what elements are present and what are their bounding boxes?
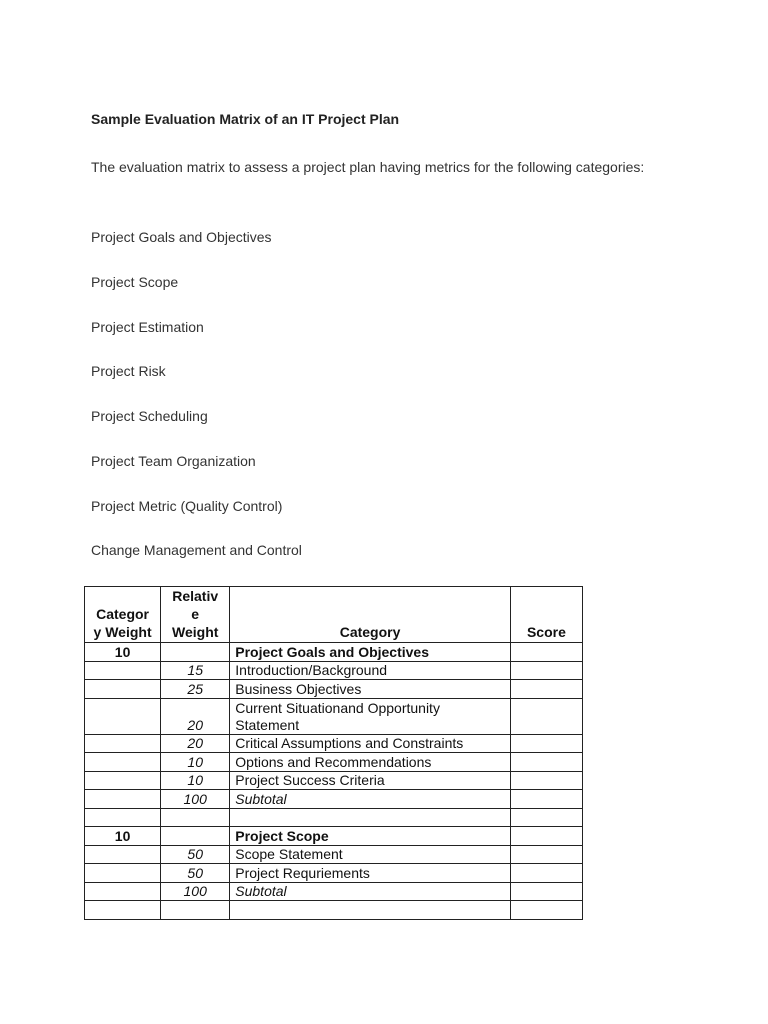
category-item: Project Risk [91, 363, 166, 380]
category-weight-cell [85, 790, 161, 809]
category-weight-cell [85, 661, 161, 680]
relative-weight-cell: 20 [161, 698, 230, 734]
score-cell [510, 827, 582, 846]
relative-weight-cell [161, 808, 230, 827]
category-cell: Critical Assumptions and Constraints [230, 734, 511, 753]
relative-weight-cell: 100 [161, 790, 230, 809]
relative-weight-cell: 50 [161, 845, 230, 864]
category-weight-cell [85, 771, 161, 790]
category-item: Project Estimation [91, 318, 204, 335]
score-cell [510, 661, 582, 680]
relative-weight-cell: 50 [161, 864, 230, 883]
category-cell: Options and Recommendations [230, 753, 511, 772]
subtotal-cell: Subtotal [230, 790, 511, 809]
table-row [85, 882, 583, 901]
table-row [85, 864, 583, 883]
table-row [85, 827, 583, 846]
category-weight-cell: 10 [85, 827, 161, 846]
score-header: Score [510, 587, 582, 643]
relative-weight-cell [161, 643, 230, 662]
category-item: Project Goals and Objectives [91, 229, 272, 245]
table-row [85, 698, 583, 734]
table-row [85, 661, 583, 680]
category-item: Project Team Organization [91, 452, 256, 469]
category-weight-cell [85, 734, 161, 753]
score-cell [510, 771, 582, 790]
category-weight-cell [85, 680, 161, 699]
category-item: Project Scope [91, 273, 179, 290]
category-cell: Business Objectives [230, 680, 511, 699]
category-cell: Project Success Criteria [230, 771, 511, 790]
relative-weight-header: Relativ e Weight [161, 587, 230, 643]
category-cell: Project Requriements [230, 864, 511, 883]
relative-weight-cell: 15 [161, 661, 230, 680]
relative-weight-cell: 10 [161, 753, 230, 772]
category-weight-cell: 10 [85, 643, 161, 662]
category-weight-cell [85, 808, 161, 827]
score-cell [510, 753, 582, 772]
category-cell: Project Goals and Objectives [230, 643, 511, 662]
table-row [85, 845, 583, 864]
category-weight-cell [85, 845, 161, 864]
category-item: Project Scheduling [91, 408, 208, 424]
intro-paragraph: The evaluation matrix to assess a project plan having metrics for the following categories: [91, 159, 645, 175]
score-cell [510, 882, 582, 901]
category-header: Category [230, 587, 511, 643]
table-row [85, 753, 583, 772]
relative-weight-cell [161, 827, 230, 846]
category-weight-cell [85, 882, 161, 901]
table-row [85, 771, 583, 790]
category-list [91, 228, 302, 586]
category-cell: Current Situationand Opportunity Statement [230, 698, 511, 734]
score-cell [510, 698, 582, 734]
table-row [85, 790, 583, 809]
category-weight-cell [85, 864, 161, 883]
category-cell [230, 901, 511, 920]
category-item: Change Management and Control [91, 542, 302, 559]
score-cell [510, 901, 582, 920]
category-weight-cell [85, 901, 161, 920]
relative-weight-cell: 100 [161, 882, 230, 901]
table-row [85, 808, 583, 827]
table-header-row [85, 587, 583, 643]
table-row [85, 901, 583, 920]
score-cell [510, 845, 582, 864]
category-cell [230, 808, 511, 827]
table-row [85, 734, 583, 753]
score-cell [510, 680, 582, 699]
score-cell [510, 734, 582, 753]
relative-weight-cell [161, 901, 230, 920]
score-cell [510, 808, 582, 827]
document-title: Sample Evaluation Matrix of an IT Project Plan [91, 111, 400, 127]
score-cell [510, 864, 582, 883]
category-item: Project Metric (Quality Control) [91, 497, 283, 514]
category-weight-header: Categor y Weight [85, 587, 161, 643]
score-cell [510, 643, 582, 662]
subtotal-cell: Subtotal [230, 882, 511, 901]
category-cell: Introduction/Background [230, 661, 511, 680]
relative-weight-cell: 25 [161, 680, 230, 699]
category-cell: Project Scope [230, 827, 511, 846]
evaluation-matrix-table [84, 586, 583, 920]
relative-weight-cell: 10 [161, 771, 230, 790]
relative-weight-cell: 20 [161, 734, 230, 753]
table-row [85, 680, 583, 699]
score-cell [510, 790, 582, 809]
category-weight-cell [85, 753, 161, 772]
category-cell: Scope Statement [230, 845, 511, 864]
table-row [85, 643, 583, 662]
category-weight-cell [85, 698, 161, 734]
